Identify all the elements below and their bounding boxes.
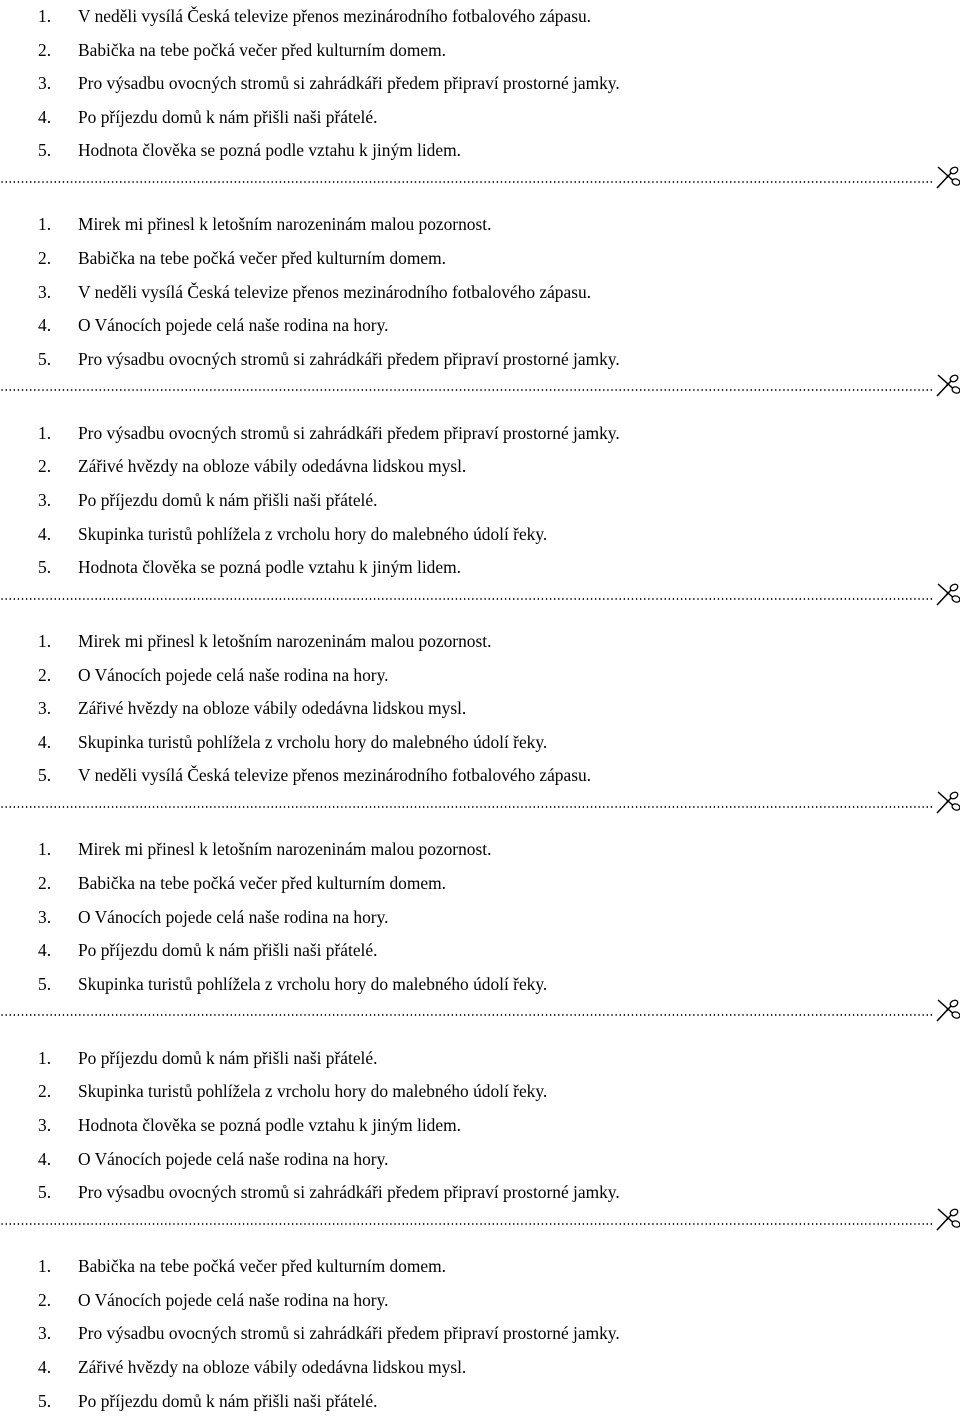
item-number: 4. <box>38 315 52 336</box>
scissors-icon <box>934 997 960 1025</box>
list-item <box>0 101 960 135</box>
list-item <box>0 551 960 585</box>
item-number: 5. <box>38 348 52 369</box>
dotted-line <box>0 389 932 391</box>
cut-line-separator <box>0 1001 960 1041</box>
item-sentence: Po příjezdu domů k nám přišli naši přátelé. <box>78 1390 378 1411</box>
item-number: 1. <box>38 839 52 860</box>
dotted-line <box>0 598 932 600</box>
item-number: 3. <box>38 489 52 510</box>
item-number: 4. <box>38 1148 52 1169</box>
item-sentence: Zářivé hvězdy na obloze vábily odedávna lidskou mysl. <box>78 698 467 719</box>
list-item <box>0 1042 960 1076</box>
list-item <box>0 518 960 552</box>
list-item <box>0 1351 960 1385</box>
item-number: 4. <box>38 106 52 127</box>
item-number: 1. <box>38 631 52 652</box>
cut-line-separator <box>0 1210 960 1250</box>
list-item <box>0 833 960 867</box>
cut-line-separator <box>0 585 960 625</box>
item-sentence: Babička na tebe počká večer před kulturním domem. <box>78 873 446 894</box>
item-number: 5. <box>38 1182 52 1203</box>
item-sentence: Skupinka turistů pohlížela z vrcholu hory do malebného údolí řeky. <box>78 731 548 752</box>
dotted-line <box>0 1014 932 1016</box>
list-item <box>0 934 960 968</box>
item-sentence: Skupinka turistů pohlížela z vrcholu hory do malebného údolí řeky. <box>78 973 548 994</box>
item-sentence: Po příjezdu domů k nám přišli naši přátelé. <box>78 940 378 961</box>
item-sentence: V neděli vysílá Česká televize přenos mezinárodního fotbalového zápasu. <box>78 765 592 786</box>
item-number: 4. <box>38 1356 52 1377</box>
item-sentence: Babička na tebe počká večer před kulturním domem. <box>78 39 446 60</box>
scissors-icon <box>934 581 960 609</box>
sentence-group <box>0 625 960 793</box>
sentence-group <box>0 1042 960 1210</box>
item-sentence: Hodnota člověka se pozná podle vztahu k jiným lidem. <box>78 557 461 578</box>
scissors-icon <box>934 789 960 817</box>
item-sentence: Pro výsadbu ovocných stromů si zahrádkáři předem připraví prostorné jamky. <box>78 422 620 443</box>
list-item <box>0 417 960 451</box>
list-item <box>0 625 960 659</box>
dotted-line <box>0 1223 932 1225</box>
item-sentence: Zářivé hvězdy na obloze vábily odedávna lidskou mysl. <box>78 1356 467 1377</box>
item-number: 1. <box>38 214 52 235</box>
item-number: 4. <box>38 731 52 752</box>
sentence-group <box>0 208 960 376</box>
list-item <box>0 901 960 935</box>
item-sentence: Hodnota člověka se pozná podle vztahu k jiným lidem. <box>78 1114 461 1135</box>
item-number: 2. <box>38 873 52 894</box>
item-sentence: V neděli vysílá Česká televize přenos mezinárodního fotbalového zápasu. <box>78 6 592 26</box>
item-sentence: O Vánocích pojede celá naše rodina na hory. <box>78 315 389 336</box>
item-number: 4. <box>38 940 52 961</box>
list-item <box>0 1284 960 1318</box>
item-sentence: O Vánocích pojede celá naše rodina na hory. <box>78 906 389 927</box>
item-number: 2. <box>38 39 52 60</box>
item-number: 3. <box>38 73 52 94</box>
item-number: 3. <box>38 906 52 927</box>
dotted-line <box>0 181 932 183</box>
list-item <box>0 1385 960 1418</box>
list-item <box>0 34 960 68</box>
item-number: 3. <box>38 281 52 302</box>
item-sentence: Babička na tebe počká večer před kulturním domem. <box>78 247 446 268</box>
sentence-group <box>0 833 960 1001</box>
scissors-icon <box>934 372 960 400</box>
item-number: 3. <box>38 1114 52 1135</box>
list-item <box>0 450 960 484</box>
list-item <box>0 242 960 276</box>
list-item <box>0 134 960 168</box>
list-item <box>0 208 960 242</box>
item-number: 2. <box>38 456 52 477</box>
list-item <box>0 1109 960 1143</box>
list-item <box>0 276 960 310</box>
list-item <box>0 309 960 343</box>
item-sentence: Skupinka turistů pohlížela z vrcholu hory do malebného údolí řeky. <box>78 523 548 544</box>
item-sentence: Babička na tebe počká večer před kulturním domem. <box>78 1256 446 1277</box>
item-number: 4. <box>38 523 52 544</box>
item-number: 1. <box>38 422 52 443</box>
item-number: 5. <box>38 140 52 161</box>
cut-line-separator <box>0 793 960 833</box>
item-sentence: Pro výsadbu ovocných stromů si zahrádkáři předem připraví prostorné jamky. <box>78 348 620 369</box>
list-item <box>0 343 960 377</box>
item-number: 5. <box>38 1390 52 1411</box>
item-number: 5. <box>38 765 52 786</box>
item-number: 3. <box>38 1323 52 1344</box>
list-item <box>0 1250 960 1284</box>
list-item <box>0 867 960 901</box>
sentence-group <box>0 0 960 168</box>
item-sentence: Po příjezdu domů k nám přišli naši přátelé. <box>78 106 378 127</box>
item-number: 1. <box>38 1256 52 1277</box>
item-number: 5. <box>38 557 52 578</box>
list-item <box>0 968 960 1002</box>
list-item <box>0 1176 960 1210</box>
item-number: 2. <box>38 247 52 268</box>
list-item <box>0 659 960 693</box>
sentence-group <box>0 1250 960 1418</box>
item-sentence: Mirek mi přinesl k letošním narozeninám malou pozornost. <box>78 839 492 860</box>
item-number: 3. <box>38 698 52 719</box>
list-item <box>0 692 960 726</box>
item-sentence: Mirek mi přinesl k letošním narozeninám malou pozornost. <box>78 631 492 652</box>
list-item <box>0 759 960 793</box>
item-number: 2. <box>38 1289 52 1310</box>
item-sentence: Pro výsadbu ovocných stromů si zahrádkáři předem připraví prostorné jamky. <box>78 73 620 94</box>
item-sentence: Po příjezdu domů k nám přišli naši přátelé. <box>78 1047 378 1068</box>
item-sentence: O Vánocích pojede celá naše rodina na hory. <box>78 664 389 685</box>
list-item <box>0 1143 960 1177</box>
item-number: 1. <box>38 1047 52 1068</box>
dotted-line <box>0 806 932 808</box>
item-sentence: Hodnota člověka se pozná podle vztahu k jiným lidem. <box>78 140 461 161</box>
item-sentence: V neděli vysílá Česká televize přenos mezinárodního fotbalového zápasu. <box>78 281 592 302</box>
list-item <box>0 1317 960 1351</box>
item-sentence: Pro výsadbu ovocných stromů si zahrádkáři předem připraví prostorné jamky. <box>78 1182 620 1203</box>
item-sentence: Mirek mi přinesl k letošním narozeninám malou pozornost. <box>78 214 492 235</box>
item-sentence: Zářivé hvězdy na obloze vábily odedávna lidskou mysl. <box>78 456 467 477</box>
item-sentence: Pro výsadbu ovocných stromů si zahrádkáři předem připraví prostorné jamky. <box>78 1323 620 1344</box>
item-number: 2. <box>38 1081 52 1102</box>
item-number: 1. <box>38 6 52 26</box>
sentence-group <box>0 417 960 585</box>
item-number: 2. <box>38 664 52 685</box>
list-item <box>0 726 960 760</box>
scissors-icon <box>934 1206 960 1234</box>
cut-line-separator <box>0 168 960 208</box>
list-item <box>0 67 960 101</box>
item-sentence: O Vánocích pojede celá naše rodina na hory. <box>78 1148 389 1169</box>
scissors-icon <box>934 164 960 192</box>
item-sentence: Skupinka turistů pohlížela z vrcholu hory do malebného údolí řeky. <box>78 1081 548 1102</box>
list-item <box>0 484 960 518</box>
cut-line-separator <box>0 376 960 416</box>
list-item <box>0 1075 960 1109</box>
item-number: 5. <box>38 973 52 994</box>
item-sentence: Po příjezdu domů k nám přišli naši přátelé. <box>78 489 378 510</box>
item-sentence: O Vánocích pojede celá naše rodina na hory. <box>78 1289 389 1310</box>
list-item <box>0 0 960 34</box>
